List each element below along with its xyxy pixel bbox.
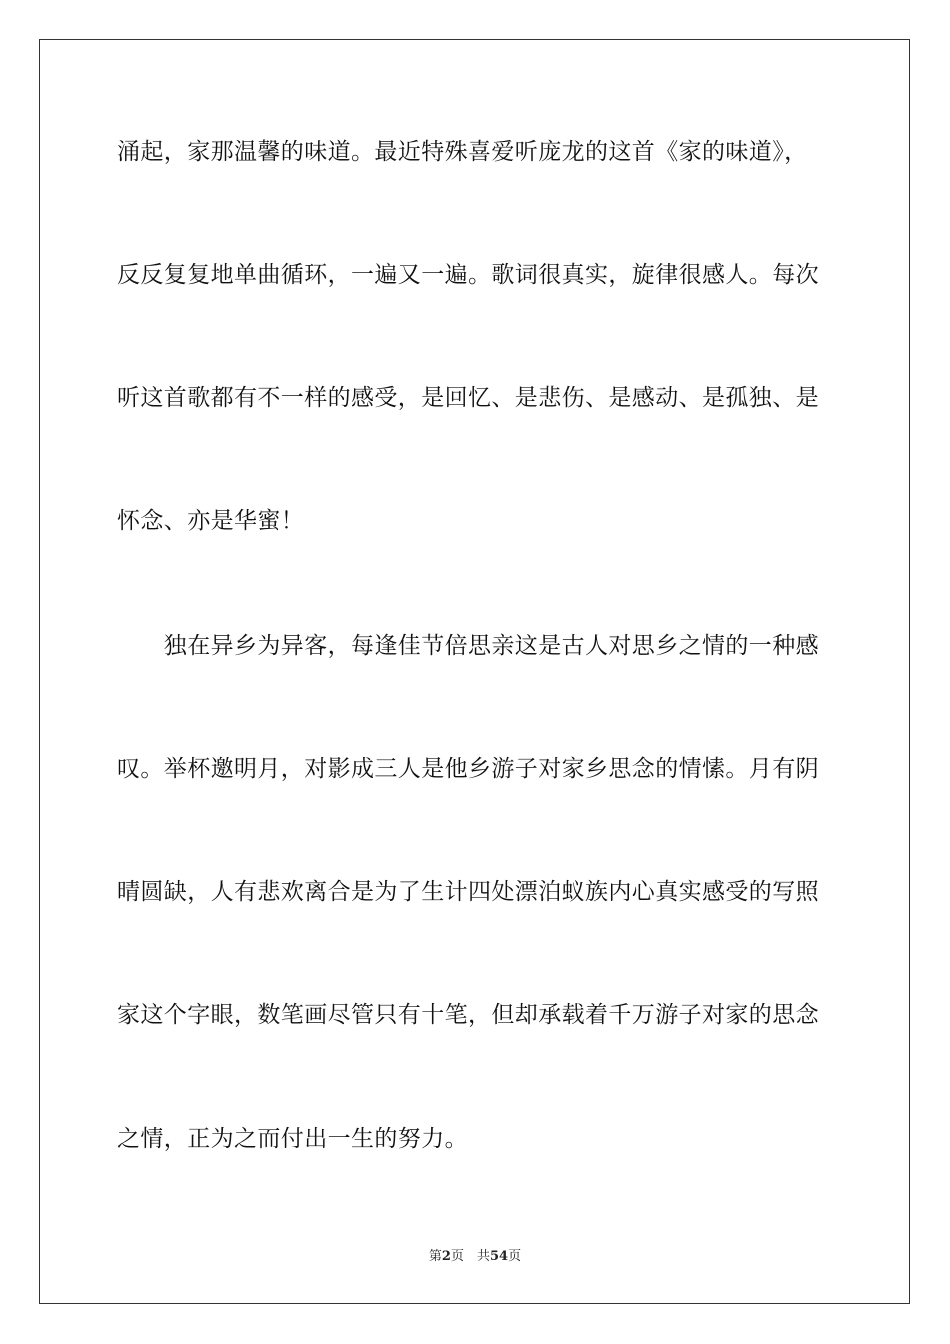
paragraph-line: 怀念、亦是华蜜！: [117, 508, 305, 534]
paragraph-line: 之情，正为之而付出一生的努力。: [117, 1126, 468, 1152]
page-footer: [0, 1248, 950, 1266]
footer-mid: 页 共: [450, 1249, 490, 1264]
total-pages-number: 54: [489, 1249, 509, 1264]
paragraph-line: 家这个字眼，数笔画尽管只有十笔，但却承载着千万游子对家的思念: [117, 1002, 819, 1028]
paragraph-line: 反反复复地单曲循环，一遍又一遍。歌词很真实，旋律很感人。每次: [117, 262, 819, 288]
paragraph-line: 听这首歌都有不一样的感受，是回忆、是悲伤、是感动、是孤独、是: [117, 385, 819, 411]
paragraph-line: 涌起，家那温馨的味道。最近特殊喜爱听庞龙的这首《家的味道》，: [117, 139, 808, 165]
paragraph-line: 晴圆缺，人有悲欢离合是为了生计四处漂泊蚁族内心真实感受的写照: [117, 879, 819, 905]
paragraph-line: 叹。举杯邀明月，对影成三人是他乡游子对家乡思念的情愫。月有阴: [117, 756, 819, 782]
current-page-number: 2: [441, 1249, 451, 1264]
paragraph-line: 独在异乡为异客，每逢佳节倍思亲这是古人对思乡之情的一种感: [117, 633, 819, 659]
footer-suffix: 页: [508, 1249, 522, 1264]
page-border: [39, 39, 910, 1304]
footer-prefix: 第: [428, 1249, 442, 1264]
